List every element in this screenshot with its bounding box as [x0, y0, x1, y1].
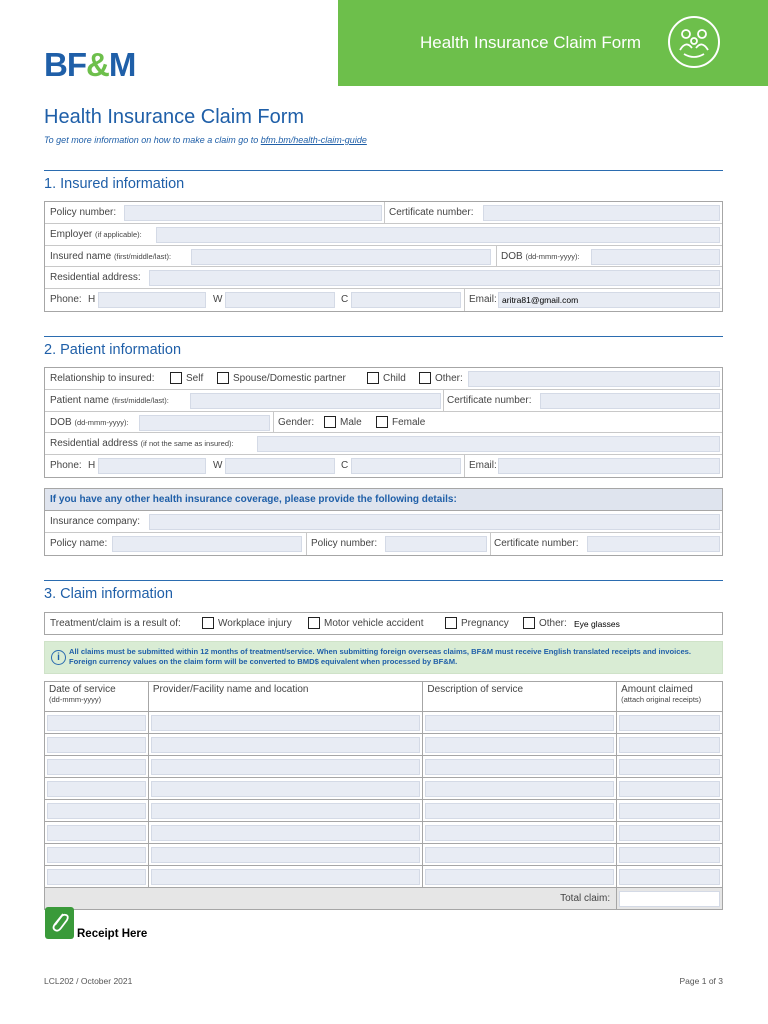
patient-dob-label: DOB (dd-mmm-yyyy):	[50, 416, 129, 428]
provider-field[interactable]	[151, 759, 421, 775]
email-field[interactable]: aritra81@gmail.com	[498, 292, 720, 308]
self-label: Self	[186, 373, 204, 384]
row-patient-phone	[45, 455, 722, 477]
description-field[interactable]	[425, 803, 614, 819]
dob-label: DOB (dd-mmm-yyyy):	[501, 250, 580, 262]
claim-row	[45, 712, 723, 734]
date-of-service-field[interactable]	[47, 803, 146, 819]
patient-phone-home-label: H	[88, 460, 96, 472]
certificate-number-field[interactable]	[483, 205, 720, 221]
claim-row	[45, 734, 723, 756]
claim-cause-label: Treatment/claim is a result of:	[50, 618, 181, 629]
row-insurance-company	[45, 511, 722, 533]
insured-info-box	[44, 201, 723, 312]
receipt-attachment-label: Receipt Here	[77, 928, 148, 940]
other-coverage-heading: If you have any other health insurance coverage, please provide the following details:	[45, 489, 722, 511]
other-relationship-label: Other:	[435, 373, 463, 384]
description-field[interactable]	[425, 781, 614, 797]
insured-name-field[interactable]	[191, 249, 491, 265]
patient-address-field[interactable]	[257, 436, 720, 452]
relationship-label: Relationship to insured:	[50, 373, 155, 384]
patient-phone-label: Phone:	[50, 460, 82, 472]
date-of-service-field[interactable]	[47, 759, 146, 775]
provider-field[interactable]	[151, 715, 421, 731]
amount-field[interactable]	[619, 869, 720, 885]
form-code: LCL202 / October 2021	[44, 976, 133, 986]
date-of-service-field[interactable]	[47, 847, 146, 863]
phone-label: Phone:	[50, 294, 82, 306]
claims-table	[44, 681, 723, 910]
description-field[interactable]	[425, 869, 614, 885]
other-policy-number-field[interactable]	[385, 536, 487, 552]
amount-field[interactable]	[619, 825, 720, 841]
divider	[464, 289, 465, 311]
paperclip-icon[interactable]	[45, 907, 74, 939]
policy-number-field[interactable]	[124, 205, 382, 221]
claim-cause-box	[44, 612, 723, 635]
self-checkbox[interactable]	[170, 372, 182, 384]
amount-field[interactable]	[619, 847, 720, 863]
page-number: Page 1 of 3	[679, 976, 723, 986]
email-label: Email:	[469, 294, 497, 306]
divider	[384, 202, 385, 223]
pregnancy-checkbox[interactable]	[445, 617, 457, 629]
banner-title: Health Insurance Claim Form	[420, 33, 642, 52]
other-certificate-field[interactable]	[587, 536, 720, 552]
patient-address-label: Residential address (if not the same as insured):	[50, 438, 234, 450]
employer-label: Employer (if applicable):	[50, 228, 142, 240]
divider	[464, 455, 465, 477]
patient-certificate-label: Certificate number:	[447, 394, 532, 406]
claim-row	[45, 866, 723, 888]
row-address	[45, 267, 722, 289]
col-date-header: Date of service (dd-mmm-yyyy)	[45, 682, 149, 712]
employer-field[interactable]	[156, 227, 720, 243]
claim-row	[45, 822, 723, 844]
row-employer	[45, 224, 722, 246]
claim-row	[45, 844, 723, 866]
insurance-company-label: Insurance company:	[50, 516, 141, 527]
provider-field[interactable]	[151, 737, 421, 753]
workplace-injury-checkbox[interactable]	[202, 617, 214, 629]
claim-row	[45, 778, 723, 800]
divider	[273, 412, 274, 433]
description-field[interactable]	[425, 825, 614, 841]
description-field[interactable]	[425, 715, 614, 731]
section-divider	[44, 170, 723, 171]
info-icon: i	[51, 650, 66, 665]
date-of-service-field[interactable]	[47, 737, 146, 753]
spouse-checkbox[interactable]	[217, 372, 229, 384]
row-other-policy	[45, 533, 722, 555]
col-description-header: Description of service	[423, 682, 617, 712]
phone-cell-label: C	[341, 294, 349, 306]
spouse-label: Spouse/Domestic partner	[233, 373, 346, 384]
other-cause-field[interactable]: Eye glasses	[570, 616, 720, 632]
child-checkbox[interactable]	[367, 372, 379, 384]
phone-home-field[interactable]	[98, 292, 206, 308]
date-of-service-field[interactable]	[47, 715, 146, 731]
notice-line-1: All claims must be submitted within 12 months of treatment/service. When submitting foreign overseas claims, BF&M must receive English translated receipts and invoices.	[69, 647, 692, 656]
divider	[306, 533, 307, 555]
family-care-icon	[668, 16, 720, 68]
info-line: To get more information on how to make a claim go to bfm.bm/health-claim-guide	[44, 135, 367, 145]
section-divider	[44, 336, 723, 337]
gender-label: Gender:	[278, 416, 315, 428]
patient-certificate-field[interactable]	[540, 393, 720, 409]
insurance-company-field[interactable]	[149, 514, 720, 530]
provider-field[interactable]	[151, 847, 421, 863]
patient-phone-cell-field[interactable]	[351, 458, 461, 474]
other-cause-checkbox[interactable]	[523, 617, 535, 629]
row-patient-address	[45, 433, 722, 455]
row-patient-dob	[45, 412, 722, 434]
pregnancy-label: Pregnancy	[461, 618, 509, 629]
date-of-service-field[interactable]	[47, 869, 146, 885]
male-checkbox[interactable]	[324, 416, 336, 428]
amount-field[interactable]	[619, 737, 720, 753]
other-certificate-label: Certificate number:	[494, 537, 579, 549]
provider-field[interactable]	[151, 869, 421, 885]
row-relationship	[45, 368, 722, 390]
motor-vehicle-checkbox[interactable]	[308, 617, 320, 629]
notice-line-2: Foreign currency values on the claim form will be converted to BMD$ equivalent when processed by BF&M.	[69, 657, 458, 666]
other-coverage-box	[44, 488, 723, 556]
section-1-title: 1. Insured information	[44, 176, 185, 192]
row-patient-name	[45, 390, 722, 412]
other-cause-label: Other:	[539, 618, 567, 629]
amount-field[interactable]	[619, 781, 720, 797]
male-label: Male	[340, 416, 362, 428]
motor-vehicle-label: Motor vehicle accident	[324, 618, 424, 629]
phone-work-label: W	[213, 294, 223, 306]
patient-email-field[interactable]	[498, 458, 720, 474]
description-field[interactable]	[425, 737, 614, 753]
header-banner	[338, 0, 768, 86]
row-insured-name	[45, 246, 722, 268]
row-policy	[45, 202, 722, 224]
amount-field[interactable]	[619, 803, 720, 819]
dob-field[interactable]	[591, 249, 720, 265]
row-claim-cause	[45, 613, 722, 635]
claim-row	[45, 756, 723, 778]
child-label: Child	[383, 373, 406, 384]
divider	[443, 390, 444, 411]
other-relationship-checkbox[interactable]	[419, 372, 431, 384]
patient-phone-work-label: W	[213, 460, 223, 472]
patient-name-field[interactable]	[190, 393, 441, 409]
section-3-title: 3. Claim information	[44, 586, 173, 602]
col-provider-header: Provider/Facility name and location	[148, 682, 423, 712]
female-checkbox[interactable]	[376, 416, 388, 428]
patient-info-box	[44, 367, 723, 478]
col-amount-header: Amount claimed (attach original receipts)	[617, 682, 723, 712]
divider	[490, 533, 491, 555]
date-of-service-field[interactable]	[47, 825, 146, 841]
provider-field[interactable]	[151, 803, 421, 819]
description-field[interactable]	[425, 759, 614, 775]
other-policy-number-label: Policy number:	[311, 537, 378, 549]
address-field[interactable]	[149, 270, 720, 286]
bfm-logo: BF&M	[44, 46, 136, 83]
divider	[496, 246, 497, 267]
total-claim-label: Total claim:	[45, 888, 617, 910]
page-title: Health Insurance Claim Form	[44, 106, 305, 128]
phone-work-field[interactable]	[225, 292, 335, 308]
other-relationship-field[interactable]	[468, 371, 720, 387]
patient-dob-field[interactable]	[139, 415, 270, 431]
description-field[interactable]	[425, 847, 614, 863]
policy-name-label: Policy name:	[50, 537, 108, 549]
workplace-injury-label: Workplace injury	[218, 618, 292, 629]
phone-cell-field[interactable]	[351, 292, 461, 308]
certificate-number-label: Certificate number:	[389, 207, 474, 218]
section-divider	[44, 580, 723, 581]
total-row	[45, 888, 723, 910]
insured-name-label: Insured name (first/middle/last):	[50, 250, 172, 262]
total-claim-field[interactable]	[619, 891, 720, 907]
phone-home-label: H	[88, 294, 96, 306]
patient-phone-home-field[interactable]	[98, 458, 206, 474]
female-label: Female	[392, 416, 426, 428]
policy-name-field[interactable]	[112, 536, 302, 552]
claim-row	[45, 800, 723, 822]
amount-field[interactable]	[619, 715, 720, 731]
date-of-service-field[interactable]	[47, 781, 146, 797]
patient-phone-work-field[interactable]	[225, 458, 335, 474]
amount-field[interactable]	[619, 759, 720, 775]
claim-guide-link[interactable]: bfm.bm/health-claim-guide	[260, 135, 367, 145]
section-2-title: 2. Patient information	[44, 342, 182, 358]
address-label: Residential address:	[50, 272, 141, 284]
policy-number-label: Policy number:	[50, 207, 117, 218]
provider-field[interactable]	[151, 825, 421, 841]
patient-email-label: Email:	[469, 460, 497, 472]
patient-name-label: Patient name (first/middle/last):	[50, 394, 169, 406]
claim-notice	[44, 641, 723, 674]
provider-field[interactable]	[151, 781, 421, 797]
row-phone	[45, 289, 722, 311]
patient-phone-cell-label: C	[341, 460, 349, 472]
